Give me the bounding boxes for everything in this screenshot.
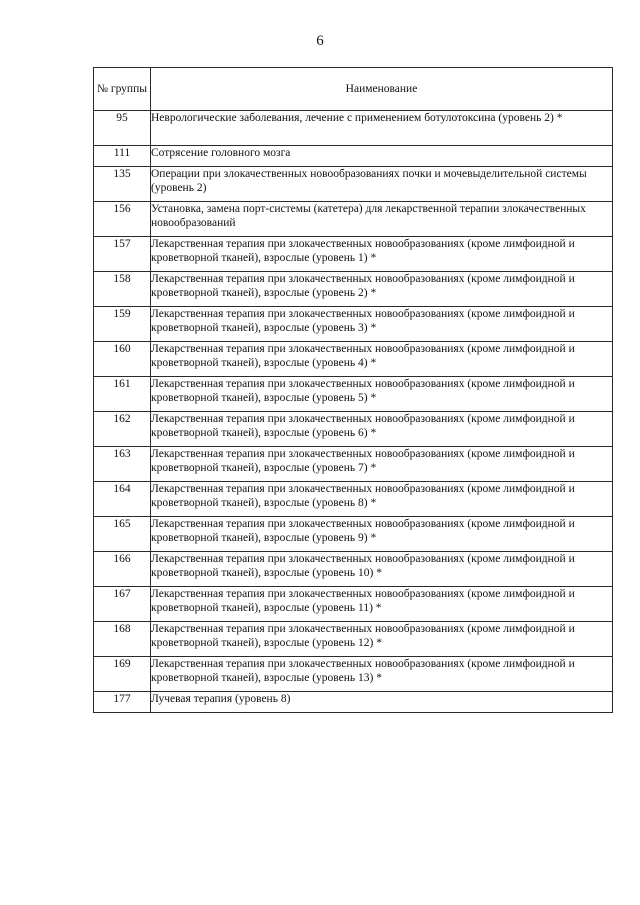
group-name: Лекарственная терапия при злокачественных новообразованиях (кроме лимфоидной и кроветворной тканей), взрослые (уровень 11) * (151, 587, 613, 622)
group-name: Лекарственная терапия при злокачественных новообразованиях (кроме лимфоидной и кроветворной тканей), взрослые (уровень 7) * (151, 447, 613, 482)
group-number: 156 (94, 202, 151, 237)
group-number: 166 (94, 552, 151, 587)
group-name: Лекарственная терапия при злокачественных новообразованиях (кроме лимфоидной и кроветворной тканей), взрослые (уровень 5) * (151, 377, 613, 412)
table-row (94, 202, 613, 237)
group-name: Неврологические заболевания, лечение с применением ботулотоксина (уровень 2) * (151, 111, 613, 146)
group-name: Лекарственная терапия при злокачественных новообразованиях (кроме лимфоидной и кроветворной тканей), взрослые (уровень 4) * (151, 342, 613, 377)
column-header-number: № группы (94, 68, 151, 111)
group-number: 157 (94, 237, 151, 272)
group-number: 160 (94, 342, 151, 377)
table-row (94, 657, 613, 692)
group-name: Установка, замена порт-системы (катетера) для лекарственной терапии злокачественных новообразований (151, 202, 613, 237)
table-row (94, 622, 613, 657)
group-name: Лекарственная терапия при злокачественных новообразованиях (кроме лимфоидной и кроветворной тканей), взрослые (уровень 9) * (151, 517, 613, 552)
group-name: Сотрясение головного мозга (151, 146, 613, 167)
group-name: Лекарственная терапия при злокачественных новообразованиях (кроме лимфоидной и кроветворной тканей), взрослые (уровень 2) * (151, 272, 613, 307)
group-number: 167 (94, 587, 151, 622)
group-number: 158 (94, 272, 151, 307)
table-row (94, 272, 613, 307)
group-name: Лекарственная терапия при злокачественных новообразованиях (кроме лимфоидной и кроветворной тканей), взрослые (уровень 8) * (151, 482, 613, 517)
table-row (94, 146, 613, 167)
group-name: Лекарственная терапия при злокачественных новообразованиях (кроме лимфоидной и кроветворной тканей), взрослые (уровень 6) * (151, 412, 613, 447)
group-name: Операции при злокачественных новообразованиях почки и мочевыделительной системы (уровень 2) (151, 167, 613, 202)
groups-table (93, 67, 613, 713)
table-row (94, 447, 613, 482)
group-number: 164 (94, 482, 151, 517)
group-number: 162 (94, 412, 151, 447)
group-number: 168 (94, 622, 151, 657)
group-number: 159 (94, 307, 151, 342)
table-row (94, 552, 613, 587)
table-row (94, 412, 613, 447)
group-number: 95 (94, 111, 151, 146)
table-row (94, 307, 613, 342)
column-header-name: Наименование (151, 68, 613, 111)
group-number: 161 (94, 377, 151, 412)
table-row (94, 517, 613, 552)
group-number: 165 (94, 517, 151, 552)
group-number: 169 (94, 657, 151, 692)
group-number: 177 (94, 692, 151, 713)
table-row (94, 167, 613, 202)
group-number: 135 (94, 167, 151, 202)
table-row (94, 237, 613, 272)
group-name: Лучевая терапия (уровень 8) (151, 692, 613, 713)
group-number: 163 (94, 447, 151, 482)
group-name: Лекарственная терапия при злокачественных новообразованиях (кроме лимфоидной и кроветворной тканей), взрослые (уровень 13) * (151, 657, 613, 692)
table-row (94, 692, 613, 713)
group-number: 111 (94, 146, 151, 167)
group-name: Лекарственная терапия при злокачественных новообразованиях (кроме лимфоидной и кроветворной тканей), взрослые (уровень 1) * (151, 237, 613, 272)
table-row (94, 111, 613, 146)
table-row (94, 342, 613, 377)
group-name: Лекарственная терапия при злокачественных новообразованиях (кроме лимфоидной и кроветворной тканей), взрослые (уровень 12) * (151, 622, 613, 657)
page-number: 6 (316, 33, 324, 49)
table-header-row (94, 68, 613, 111)
group-name: Лекарственная терапия при злокачественных новообразованиях (кроме лимфоидной и кроветворной тканей), взрослые (уровень 10) * (151, 552, 613, 587)
table-row (94, 482, 613, 517)
group-name: Лекарственная терапия при злокачественных новообразованиях (кроме лимфоидной и кроветворной тканей), взрослые (уровень 3) * (151, 307, 613, 342)
table-row (94, 377, 613, 412)
table-row (94, 587, 613, 622)
